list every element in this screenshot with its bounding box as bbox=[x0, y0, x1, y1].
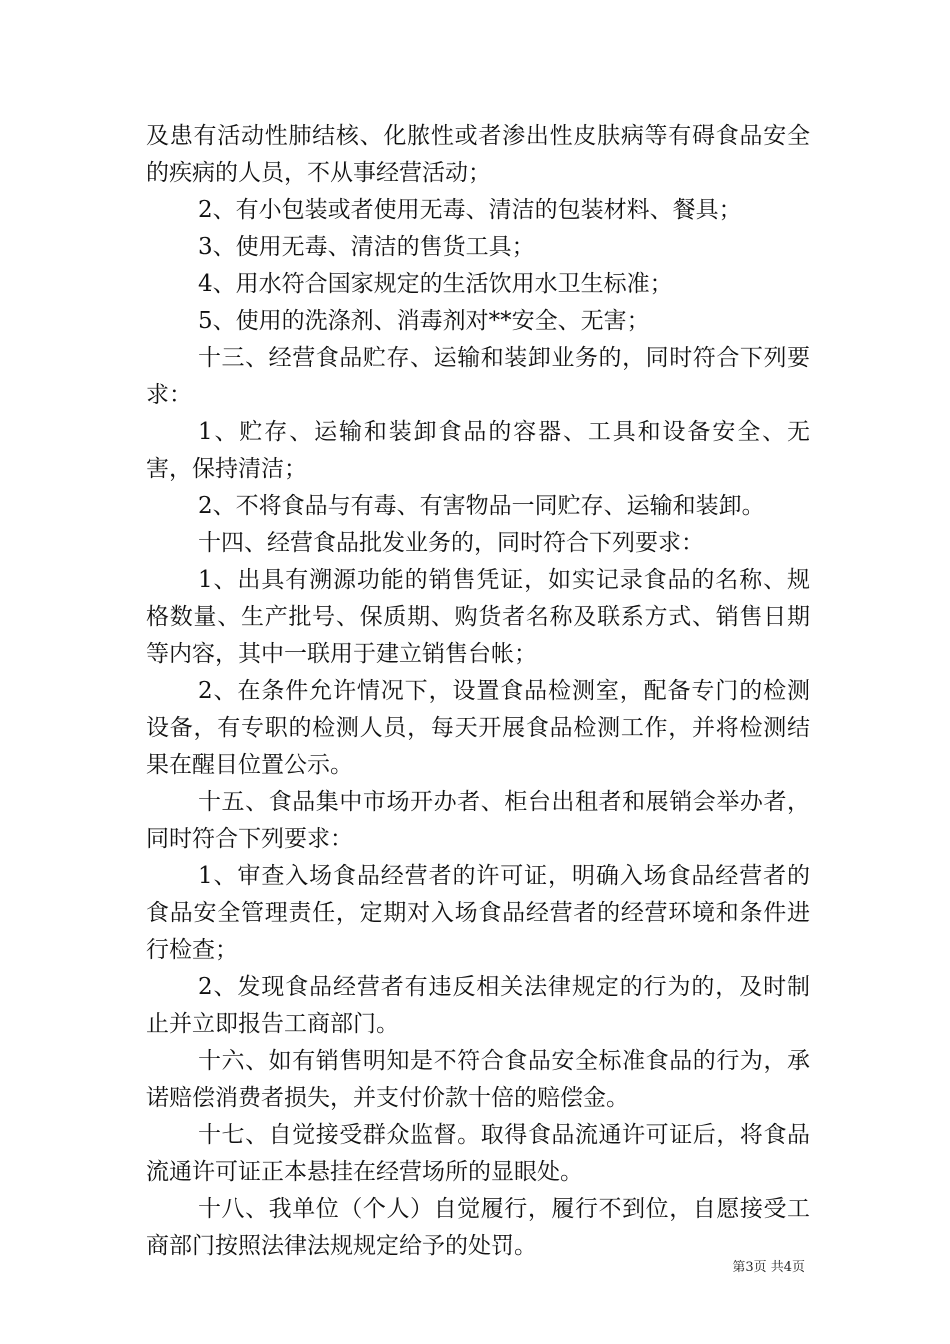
section-paragraph: 十七、自觉接受群众监督。取得食品流通许可证后，将食品流通许可证正本悬挂在经营场所的显眼处。 bbox=[146, 1122, 810, 1185]
document-body bbox=[146, 118, 810, 1265]
paragraph: 1、贮存、运输和装卸食品的容器、工具和设备安全、无害，保持清洁； bbox=[146, 419, 810, 482]
paragraph: 3、使用无毒、清洁的售货工具； bbox=[198, 234, 535, 260]
section-paragraph: 十八、我单位（个人）自觉履行，履行不到位，自愿接受工商部门按照法律法规规定给予的处罚。 bbox=[146, 1196, 810, 1259]
paragraph: 5、使用的洗涤剂、消毒剂对**安全、无害； bbox=[198, 308, 650, 334]
paragraph: 4、用水符合国家规定的生活饮用水卫生标准； bbox=[198, 271, 673, 297]
paragraph: 2、不将食品与有毒、有害物品一同贮存、运输和装卸。 bbox=[198, 493, 765, 519]
page-number: 第3页 共4页 bbox=[732, 1260, 805, 1275]
section-paragraph: 十六、如有销售明知是不符合食品安全标准食品的行为，承诺赔偿消费者损失，并支付价款十倍的赔偿金。 bbox=[146, 1048, 810, 1111]
section-heading: 十四、经营食品批发业务的，同时符合下列要求： bbox=[198, 530, 704, 556]
paragraph: 2、有小包装或者使用无毒、清洁的包装材料、餐具； bbox=[198, 197, 742, 223]
paragraph: 1、出具有溯源功能的销售凭证，如实记录食品的名称、规格数量、生产批号、保质期、购货者名称及联系方式、销售日期等内容，其中一联用于建立销售台帐； bbox=[146, 567, 810, 667]
section-heading: 十三、经营食品贮存、运输和装卸业务的，同时符合下列要求： bbox=[146, 345, 810, 408]
paragraph: 及患有活动性肺结核、化脓性或者渗出性皮肤病等有碍食品安全的疾病的人员，不从事经营活动； bbox=[146, 123, 810, 186]
section-heading: 十五、食品集中市场开办者、柜台出租者和展销会举办者，同时符合下列要求： bbox=[146, 789, 810, 852]
paragraph: 2、发现食品经营者有违反相关法律规定的行为的，及时制止并立即报告工商部门。 bbox=[146, 974, 810, 1037]
paragraph: 1、审查入场食品经营者的许可证，明确入场食品经营者的食品安全管理责任，定期对入场食品经营者的经营环境和条件进行检查； bbox=[146, 863, 810, 963]
paragraph: 2、在条件允许情况下，设置食品检测室，配备专门的检测设备，有专职的检测人员，每天开展食品检测工作，并将检测结果在醒目位置公示。 bbox=[146, 678, 810, 778]
